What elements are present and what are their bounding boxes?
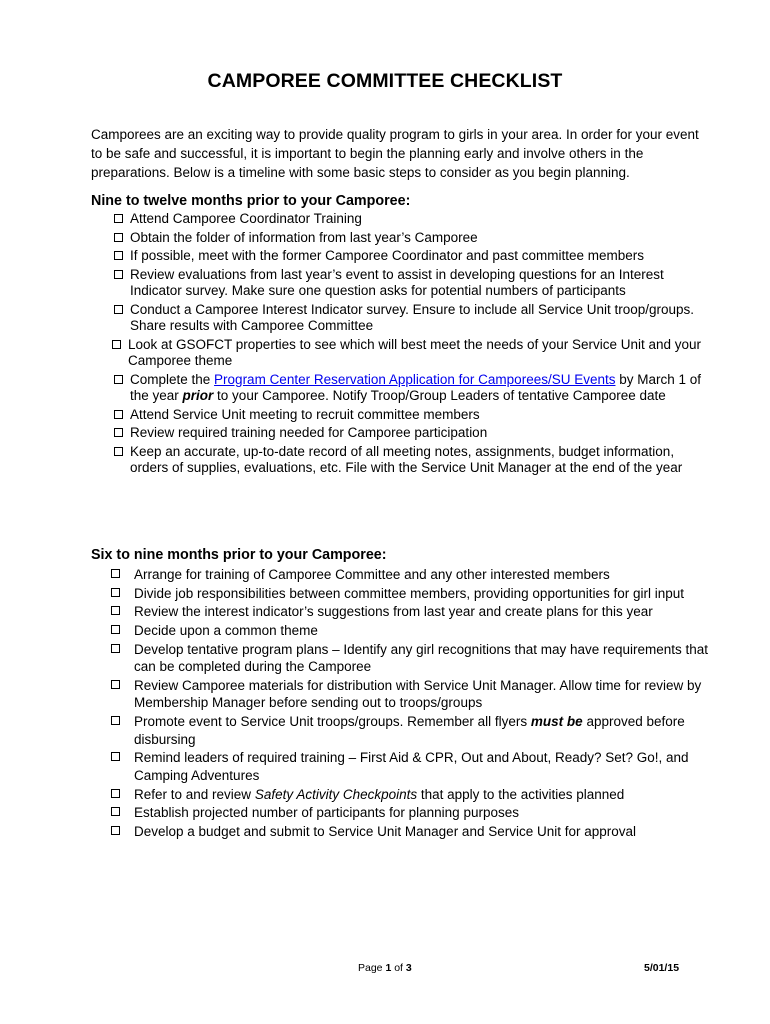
checkbox-icon[interactable] bbox=[111, 588, 120, 597]
checklist-item-text: Conduct a Camporee Interest Indicator survey. Ensure to include all Service Unit troop/groups. Share results with Camporee Committee bbox=[130, 301, 695, 333]
checkbox-icon[interactable] bbox=[114, 410, 123, 419]
reservation-application-link[interactable]: Program Center Reservation Application for Camporees/SU Events bbox=[214, 371, 616, 387]
checkbox-icon[interactable] bbox=[114, 233, 123, 242]
checkbox-icon[interactable] bbox=[111, 644, 120, 653]
checklist-item-text: Arrange for training of Camporee Committee and any other interested members bbox=[134, 567, 610, 582]
checklist-item bbox=[111, 713, 721, 748]
page-number: Page 1 of 3 bbox=[358, 962, 412, 974]
section-heading-nine-to-twelve: Nine to twelve months prior to your Camporee: bbox=[91, 193, 411, 209]
checklist-item bbox=[114, 425, 714, 442]
checkbox-icon[interactable] bbox=[111, 752, 120, 761]
checklist-item bbox=[114, 267, 714, 300]
checkbox-icon[interactable] bbox=[114, 375, 123, 384]
checkbox-icon[interactable] bbox=[111, 789, 120, 798]
checklist-nine-to-twelve bbox=[114, 211, 714, 479]
checklist-item bbox=[111, 786, 721, 804]
checklist-item-text: Attend Camporee Coordinator Training bbox=[130, 211, 362, 226]
checkbox-icon[interactable] bbox=[111, 716, 120, 725]
checklist-item bbox=[111, 641, 721, 676]
checkbox-icon[interactable] bbox=[111, 625, 120, 634]
checkbox-icon[interactable] bbox=[111, 826, 120, 835]
checkbox-icon[interactable] bbox=[114, 447, 123, 456]
checklist-item-text: Decide upon a common theme bbox=[134, 623, 318, 639]
checklist-item bbox=[114, 248, 714, 265]
checklist-item-text: Keep an accurate, up-to-date record of all meeting notes, assignments, budget information, orders of supplies, evaluations, etc. File with the Service Unit Manager at the end of the year bbox=[130, 443, 683, 475]
checklist-item-text: Develop tentative program plans – Identify any girl recognitions that may have requirements that can be completed during the Camporee bbox=[134, 641, 709, 675]
checkbox-icon[interactable] bbox=[111, 606, 120, 615]
checkbox-icon[interactable] bbox=[111, 807, 120, 816]
checklist-item bbox=[111, 823, 721, 841]
checklist-item-text: If possible, meet with the former Camporee Coordinator and past committee members bbox=[130, 248, 644, 263]
checklist-item-text: Look at GSOFCT properties to see which will best meet the needs of your Service Unit and your Camporee theme bbox=[128, 336, 702, 368]
checklist-item bbox=[111, 603, 721, 621]
checklist-item-text: Remind leaders of required training – First Aid & CPR, Out and About, Ready? Set? Go!, and Camping Adventures bbox=[134, 750, 689, 783]
checklist-item-text: Complete the Program Center Reservation Application for Camporees/SU Events by March 1 of the year prior to your Camporee. Notify Troop/Group Leaders of tentative Camporee date bbox=[130, 371, 702, 403]
checklist-six-to-nine bbox=[111, 566, 721, 842]
checklist-item-text: Review evaluations from last year’s event to assist in developing questions for an Interest Indicator survey. Make sure one question asks for potential numbers of participants bbox=[130, 266, 664, 298]
checklist-item bbox=[114, 211, 714, 228]
checklist-item-text: Obtain the folder of information from last year’s Camporee bbox=[130, 229, 478, 245]
checkbox-icon[interactable] bbox=[114, 270, 123, 279]
checkbox-icon[interactable] bbox=[114, 214, 123, 223]
document-title: CAMPOREE COMMITTEE CHECKLIST bbox=[207, 70, 563, 92]
checklist-item bbox=[111, 585, 721, 603]
checklist-item bbox=[112, 337, 714, 370]
checklist-item-text: Review required training needed for Camporee participation bbox=[130, 425, 488, 440]
revision-date: 5/01/15 bbox=[644, 962, 680, 974]
checklist-item bbox=[114, 230, 714, 247]
checklist-item bbox=[111, 622, 721, 640]
section-heading-six-to-nine: Six to nine months prior to your Camporee: bbox=[91, 547, 387, 563]
checklist-item bbox=[111, 749, 721, 784]
checklist-item bbox=[114, 444, 714, 477]
checklist-item-text: Divide job responsibilities between committee members, providing opportunities for girl input bbox=[134, 585, 685, 601]
checklist-item-text: Review Camporee materials for distribution with Service Unit Manager. Allow time for review by Membership Manager before sending out to troops/groups bbox=[134, 677, 702, 711]
checklist-item-text: Review the interest indicator’s suggestions from last year and create plans for this year bbox=[134, 604, 653, 620]
checklist-item bbox=[114, 302, 714, 335]
checklist-item bbox=[114, 407, 714, 424]
checklist-item-text: Develop a budget and submit to Service Unit Manager and Service Unit for approval bbox=[134, 823, 637, 839]
checklist-item bbox=[111, 677, 721, 712]
checkbox-icon[interactable] bbox=[111, 680, 120, 689]
checkbox-icon[interactable] bbox=[114, 305, 123, 314]
checklist-item-text: Establish projected number of participants for planning purposes bbox=[134, 805, 519, 821]
checkbox-icon[interactable] bbox=[114, 251, 123, 260]
checklist-item-text: Refer to and review Safety Activity Checkpoints that apply to the activities planned bbox=[134, 786, 625, 802]
checklist-item-text: Promote event to Service Unit troops/groups. Remember all flyers must be approved before disbursing bbox=[134, 714, 685, 747]
intro-paragraph: Camporees are an exciting way to provide quality program to girls in your area. In order for your event to be safe and successful, it is important to begin the planning early and involve others in the preparations. Below is a timeline with some basic steps to consider as you begin planning. bbox=[91, 127, 699, 180]
checklist-item-text: Attend Service Unit meeting to recruit committee members bbox=[130, 406, 480, 422]
checklist-item bbox=[114, 372, 714, 405]
checklist-item bbox=[111, 804, 721, 822]
checkbox-icon[interactable] bbox=[114, 428, 123, 437]
checkbox-icon[interactable] bbox=[112, 340, 121, 349]
checklist-item bbox=[111, 566, 721, 584]
checkbox-icon[interactable] bbox=[111, 569, 120, 578]
